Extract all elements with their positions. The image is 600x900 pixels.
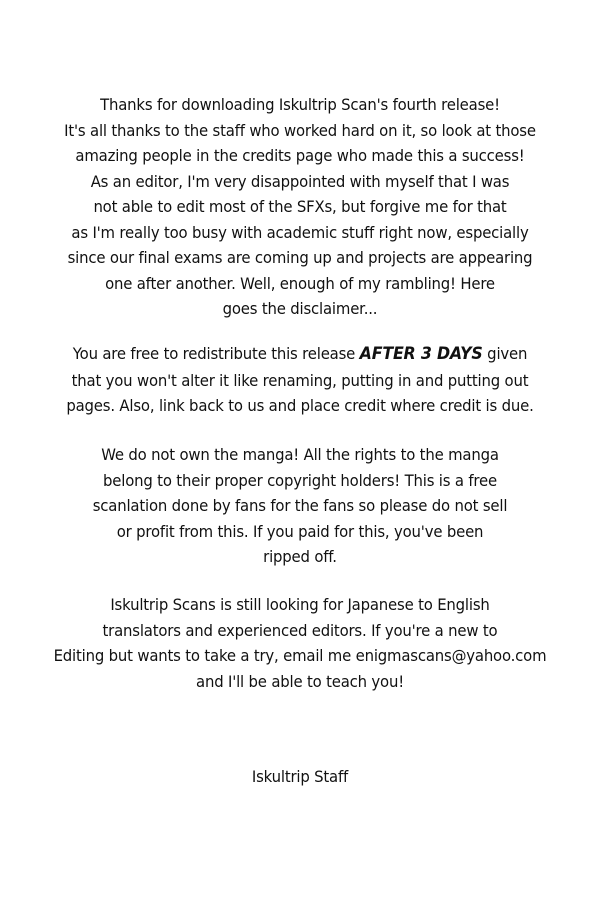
ownership-paragraph: [0, 442, 600, 570]
redistribution-text-before: You are free to redistribute this release: [72, 344, 360, 363]
intro-line: As an editor, I'm very disappointed with myself that I was: [90, 171, 510, 191]
recruiting-line: translators and experienced editors. If you're a new to: [102, 620, 498, 640]
ownership-line: or profit from this. If you paid for this, you've been: [116, 521, 484, 541]
redistribution-line: pages. Also, link back to us and place credit where credit is due.: [66, 396, 534, 415]
intro-line: since our final exams are coming up and projects are appearing: [67, 248, 533, 267]
redistribution-line: that you won't alter it like renaming, putting in and putting out: [71, 370, 529, 390]
recruiting-line: Editing but wants to take a try, email me enigmascans@yahoo.com: [53, 646, 547, 665]
intro-paragraph: [0, 92, 600, 322]
signature-block: [0, 764, 600, 790]
intro-line: Thanks for downloading Iskultrip Scan's fourth release!: [100, 95, 500, 114]
intro-line: as I'm really too busy with academic stuff right now, especially: [71, 222, 529, 242]
ownership-line: belong to their proper copyright holders! This is a free: [103, 470, 497, 490]
waiting-period-emphasis: AFTER 3 DAYS: [359, 344, 483, 364]
recruiting-line: Iskultrip Scans is still looking for Japanese to English: [110, 595, 490, 614]
recruiting-line: and I'll be able to teach you!: [196, 671, 404, 691]
staff-signature: Iskultrip Staff: [251, 767, 349, 786]
redistribution-text-after: given: [482, 344, 528, 363]
intro-line: amazing people in the credits page who made this a success!: [75, 146, 525, 165]
ownership-line: ripped off.: [263, 547, 337, 566]
redistribution-paragraph: [0, 341, 600, 419]
ownership-line: scanlation done by fans for the fans so please do not sell: [92, 496, 508, 515]
ownership-line: We do not own the manga! All the rights to the manga: [101, 445, 499, 464]
redistribution-line: [21, 341, 579, 368]
intro-line: not able to edit most of the SFXs, but forgive me for that: [93, 197, 507, 216]
recruiting-paragraph: [0, 592, 600, 694]
intro-line: one after another. Well, enough of my rambling! Here: [105, 273, 495, 293]
intro-line: goes the disclaimer...: [222, 299, 378, 318]
intro-line: It's all thanks to the staff who worked hard on it, so look at those: [64, 120, 536, 140]
